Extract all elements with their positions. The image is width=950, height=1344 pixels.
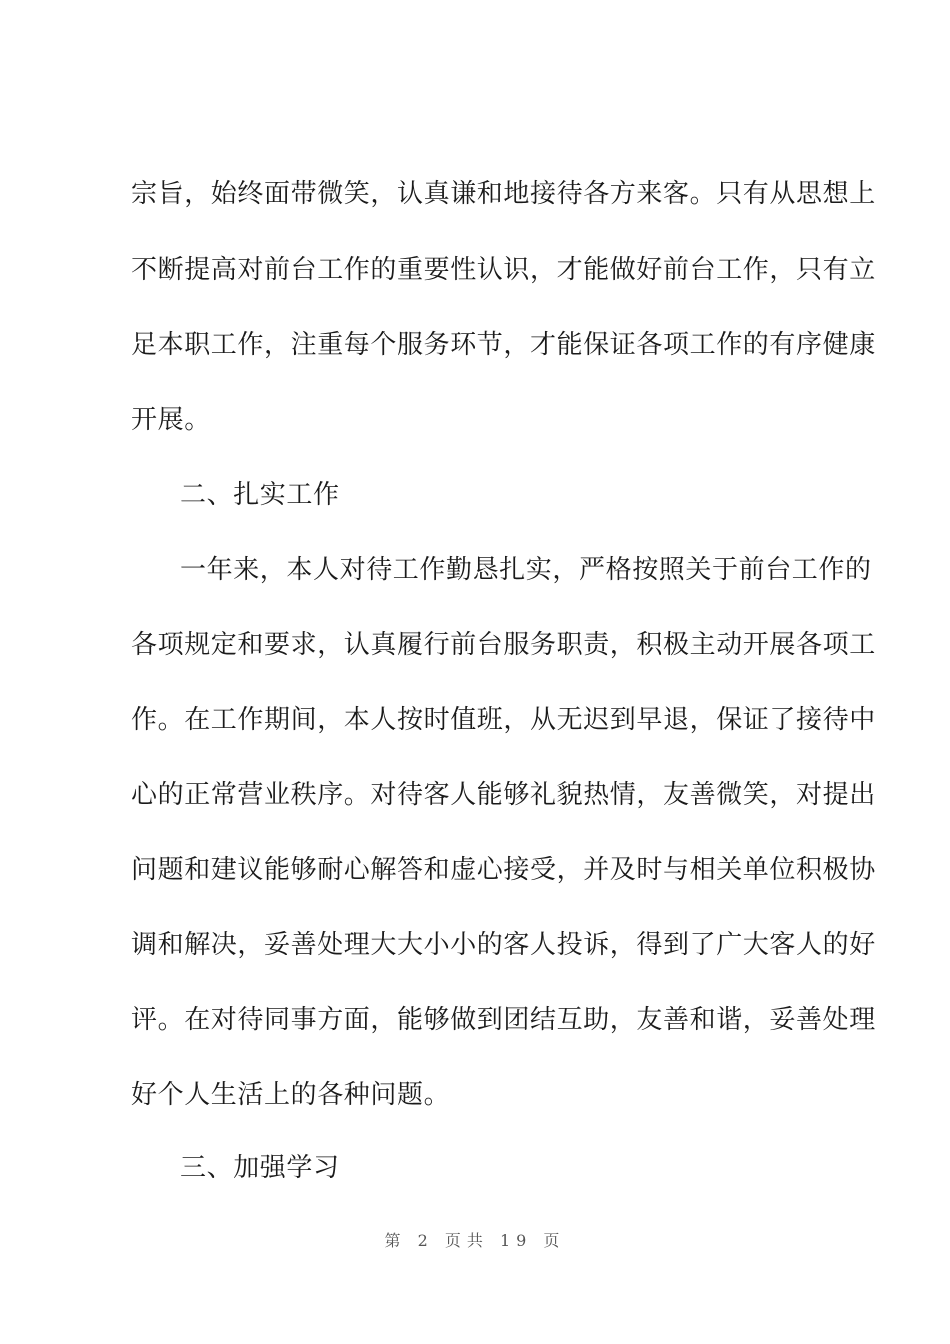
paragraph-line: 好个人生活上的各种问题。 [131,1080,451,1110]
paragraph-line: 问题和建议能够耐心解答和虚心接受，并及时与相关单位积极协 [131,855,876,885]
paragraph-line: 足本职工作，注重每个服务环节，才能保证各项工作的有序健康 [131,330,876,360]
paragraph-line: 宗旨，始终面带微笑，认真谦和地接待各方来客。只有从思想上 [131,179,876,209]
paragraph-line: 评。在对待同事方面，能够做到团结互助，友善和谐，妥善处理 [131,1005,876,1035]
paragraph-line: 开展。 [131,405,211,435]
section-heading: 三、加强学习 [180,1153,340,1183]
paragraph-line: 调和解决，妥善处理大大小小的客人投诉，得到了广大客人的好 [131,930,876,960]
page-number-footer: 第 2 页共 19 页 [384,1231,566,1250]
paragraph-line: 心的正常营业秩序。对待客人能够礼貌热情，友善微笑，对提出 [131,780,876,810]
section-heading: 二、扎实工作 [180,480,340,510]
paragraph-line: 不断提高对前台工作的重要性认识，才能做好前台工作，只有立 [131,255,876,285]
paragraph-line: 各项规定和要求，认真履行前台服务职责，积极主动开展各项工 [131,630,876,660]
paragraph-line: 一年来，本人对待工作勤恳扎实，严格按照关于前台工作的 [180,555,872,585]
paragraph-line: 作。在工作期间，本人按时值班，从无迟到早退，保证了接待中 [131,705,876,735]
